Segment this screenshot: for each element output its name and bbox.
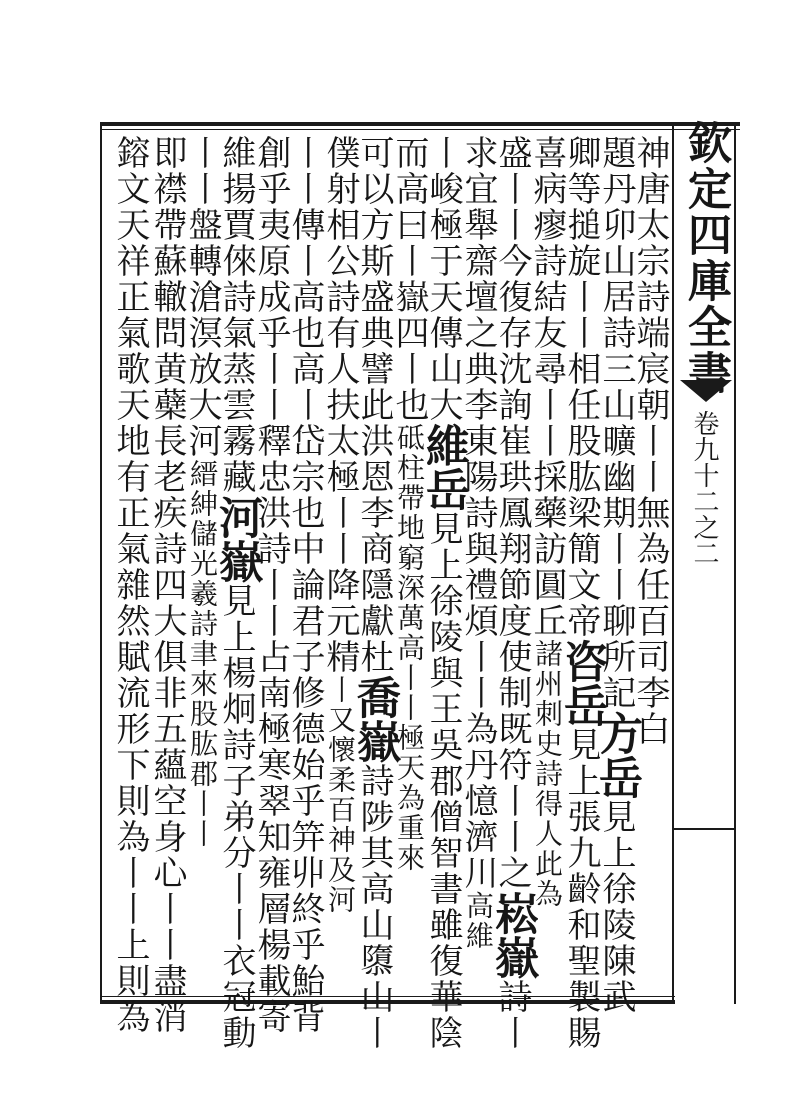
body-text: 詩丨 — [492, 979, 532, 1051]
body-text: 見上徐陵與王吳郡僧智書雖復華陰 — [423, 511, 463, 1051]
fold-tick — [672, 828, 736, 830]
annotation-text: 縉紳儲光羲詩聿來股肱郡丨丨 — [186, 459, 219, 849]
body-text: 神唐太宗詩端宸朝丨丨無為任百司李白 — [630, 135, 670, 747]
body-text: 見上徐陵陳武 — [596, 799, 636, 1015]
body-text: 丨丨傳丨高也高丨岱宗也中論君子修德始乎笄丱終乎鮐背 — [285, 135, 325, 1035]
body-text: 題丹卯山居詩三山曠幽期丨丨聊所記 — [596, 135, 636, 711]
section-heading: 喬嶽 — [349, 675, 400, 763]
book-title: 欽定四庫全書 — [680, 120, 731, 396]
top-border-thin — [100, 129, 740, 130]
body-text: 見上楊炯詩子弟分丨丨衣冠動 — [216, 583, 256, 1051]
body-text: 丨丨盤轉滄溟放大河 — [182, 135, 222, 459]
left-border — [100, 122, 102, 1004]
section-heading: 維岳 — [418, 423, 469, 511]
body-text: 詩陟其高山隳山丨 — [354, 763, 394, 1051]
body-text: 而高曰丨嶽四丨也 — [389, 135, 429, 423]
body-text: 盛丨丨今復存沈詢崔珙鳳翔節度使制既符丨丨之 — [492, 135, 532, 891]
annotation-text: 諸州刺史詩得人此為 — [531, 639, 564, 909]
inner-right-border — [672, 122, 674, 1004]
fold-line — [734, 122, 736, 1004]
body-text: 求宜舉齋壇之典李東陽詩與禮煩丨丨為丹憶濟川 — [458, 135, 498, 891]
section-heading: 方岳 — [591, 711, 642, 799]
body-text: 即襟帶蘇轍問黄蘗長老疾詩四大俱非五蘊空身心丨丨盡消 — [147, 135, 187, 1035]
volume-label: 卷九十二之二 — [689, 410, 719, 566]
body-text: 喜病瘳詩結友尋丨丨採藥訪圓丘 — [527, 135, 567, 639]
body-text: 維揚賈倈詩氣蒸雲霧藏 — [216, 135, 256, 495]
body-text: 見上張九齡和聖製賜 — [561, 727, 601, 1051]
body-text: 可以方斯盛典譬此洪恩李商隱獻杜 — [354, 135, 394, 675]
top-border-thick — [100, 122, 740, 126]
annotation-text: 高維 — [462, 891, 495, 951]
body-text: 鎔文天祥正氣歌天地有正氣雜然賦流形下則為丨丨上則為 — [110, 135, 150, 1035]
body-text: 創乎夷原成乎丨丨釋忠洪詩丨丨占南極寒翠知雍層楊載寄 — [251, 135, 291, 1035]
fish-tail-mark — [680, 380, 732, 402]
body-text: 卿等搥旋丨丨相任股肱梁簡文帝 — [561, 135, 601, 639]
section-heading: 咨岳 — [556, 639, 607, 727]
body-text: 丨峻極于天傳山大 — [423, 135, 463, 423]
text-column-16 — [108, 135, 152, 1035]
section-heading: 河嶽 — [211, 495, 262, 583]
section-heading: 崧嶽 — [487, 891, 538, 979]
body-text: 僕射相公詩有人扶太極丨丨降元精 — [320, 135, 360, 675]
annotation-text: 丨又懷柔百神及河 — [324, 675, 357, 915]
annotation-text: 砥柱帶地窮深萬高丨丨極天為重來 — [393, 423, 426, 873]
